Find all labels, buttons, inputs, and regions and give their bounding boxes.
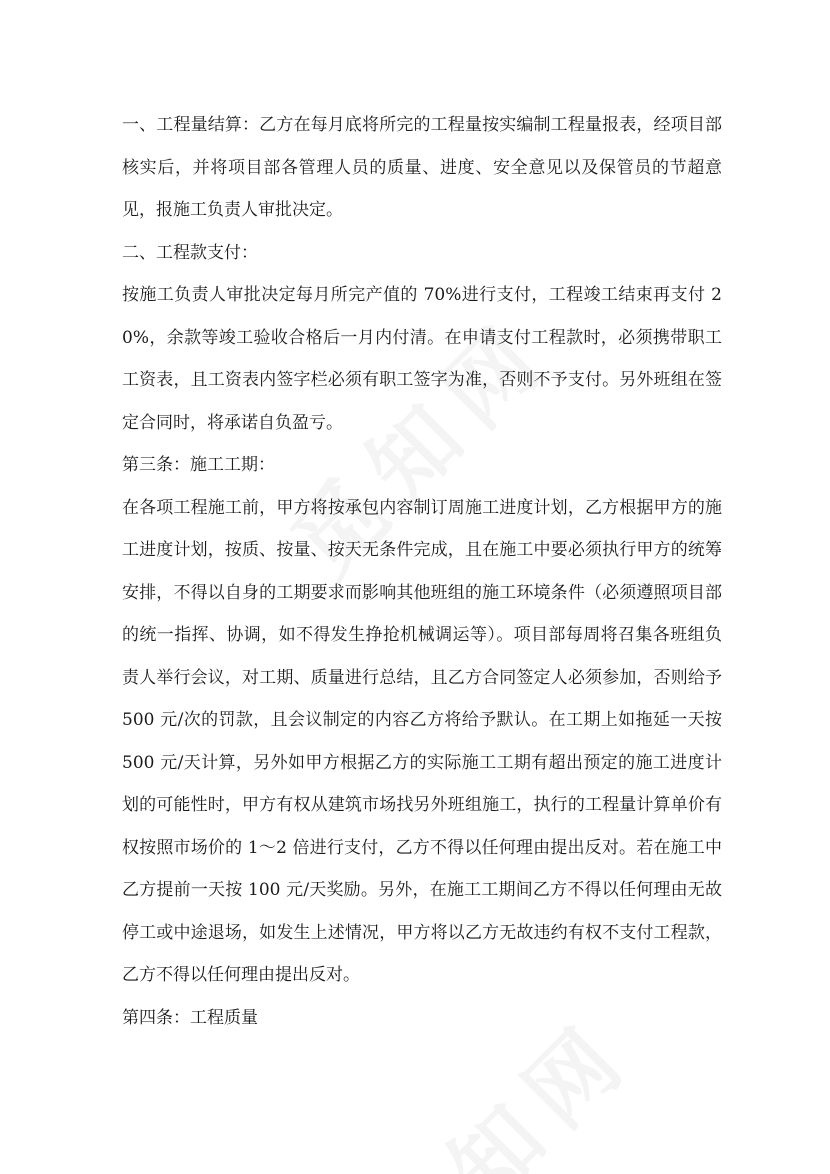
clause-settlement-paragraph: 一、工程量结算：乙方在每月底将所完的工程量按实编制工程量报表，经项目部核实后，并将项目部各管理人员的质量、进度、安全意见以及保管员的节超意见，报施工负责人审批决定。	[122, 115, 722, 220]
clause-payment-paragraph: 按施工负责人审批决定每月所完产值的 70%进行支付，工程竣工结束再支付 20%，余款等竣工验收合格后一月内付清。在申请支付工程款时，必须携带职工工资表，且工资表内签字栏必须有职工签字为准，否则不予支付。另外班组在签定合同时，将承诺自负盈亏。	[122, 285, 722, 433]
heading-article-three: 第三条：施工工期：	[122, 455, 275, 475]
heading-payment: 二、工程款支付：	[122, 242, 258, 263]
clause-schedule-paragraph: 在各项工程施工前，甲方将按承包内容制订周施工进度计划，乙方根据甲方的施工进度计划，按质、按量、按天无条件完成，且在施工中要必须执行甲方的统筹安排，不得以自身的工期要求而影响其他班组的施工环境条件（必须遵照项目部的统一指挥、协调，如不得发生挣抢机械调运等）。项目部每周将召集各班组负责人举行会议，对工期、质量进行总结，且乙方合同签定人必须参加，否则给予 500 元/次的罚款，且会议制定的内容乙方将给予默认。在工期上如拖延一天按 500 元/天计算，另外如甲方根据乙方的实际施工工期有超出预定的施工进度计划的可能性时，甲方有权从建筑市场找另外班组施工，执行的工程量计算单价有权按照市场价的 1～2 倍进行支付，乙方不得以任何理由提出反对。若在施工中乙方提前一天按 100 元/天奖励。另外，在施工工期间乙方不得以任何理由无故停工或中途退场，如发生上述情况，甲方将以乙方无故违约有权不支付工程款，乙方不得以任何理由提出反对。	[122, 497, 722, 985]
document-body	[122, 104, 722, 1039]
heading-article-four: 第四条：工程质量	[122, 1007, 258, 1028]
